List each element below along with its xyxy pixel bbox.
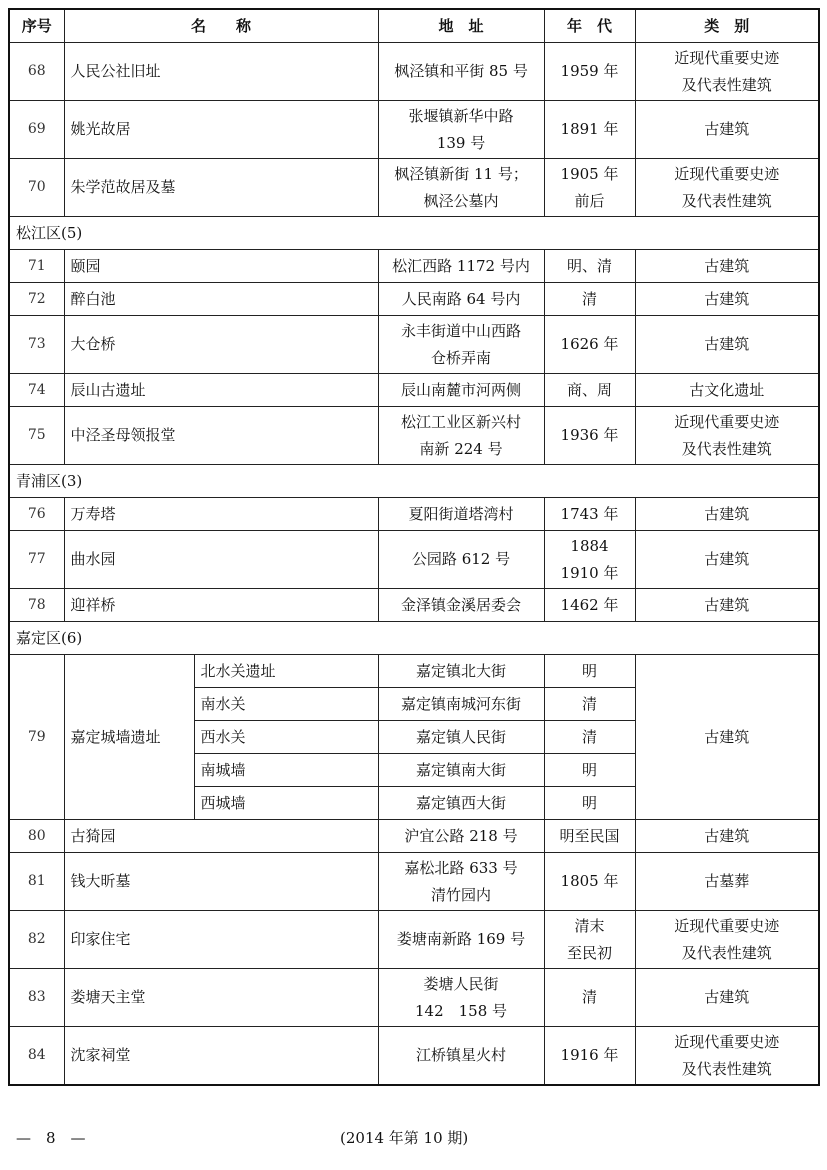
cell-line: 1626 年 <box>560 335 619 353</box>
era <box>544 407 635 465</box>
category: 古建筑 <box>635 655 819 820</box>
row-number: 71 <box>9 250 64 283</box>
address <box>378 374 544 407</box>
era <box>544 498 635 531</box>
table-row <box>9 655 819 688</box>
cell-line: 1462 年 <box>560 595 619 614</box>
address <box>378 101 544 159</box>
table-row <box>9 1027 819 1086</box>
cell-line: 清竹园内 <box>431 885 492 904</box>
table-row <box>9 316 819 374</box>
table-row <box>9 853 819 911</box>
sub-site-name: 南城墙 <box>194 754 378 787</box>
site-name: 嘉定城墙遗址 <box>64 655 194 820</box>
cell-line: 古建筑 <box>704 826 750 845</box>
site-name: 朱学范故居及墓 <box>64 159 378 217</box>
cell-line: 松江工业区新兴村 <box>401 412 522 431</box>
era <box>544 531 635 589</box>
row-number: 70 <box>9 159 64 217</box>
issue-label: (2014 年第 10 期) <box>340 1129 469 1147</box>
row-number: 81 <box>9 853 64 911</box>
cell-line: 1905 年 <box>560 164 619 183</box>
cell-line: 公园路 612 号 <box>411 550 511 568</box>
category <box>635 283 819 316</box>
category <box>635 853 819 911</box>
category <box>635 316 819 374</box>
era: 清 <box>544 721 635 754</box>
address <box>378 853 544 911</box>
cell-line: 古建筑 <box>704 120 750 138</box>
section-row <box>9 217 819 250</box>
cell-line: 枫泾镇新街 11 号； <box>394 164 528 183</box>
site-name: 人民公社旧址 <box>64 43 378 101</box>
address <box>378 911 544 969</box>
header-address: 地 址 <box>378 9 544 43</box>
sub-site-name: 北水关遗址 <box>194 655 378 688</box>
header-category: 类 别 <box>635 9 819 43</box>
address <box>378 283 544 316</box>
site-name: 大仓桥 <box>64 316 378 374</box>
address <box>378 43 544 101</box>
cell-line: 枫泾公墓内 <box>423 191 499 210</box>
era <box>544 1027 635 1086</box>
era <box>544 101 635 159</box>
cell-line: 古建筑 <box>704 595 750 614</box>
address <box>378 159 544 217</box>
cell-line: 永丰街道中山西路 <box>401 321 522 340</box>
cell-line: 南新 224 号 <box>419 439 503 458</box>
sub-site-name: 西城墙 <box>194 787 378 820</box>
cell-line: 古建筑 <box>704 256 750 275</box>
era <box>544 853 635 911</box>
cell-line: 古建筑 <box>704 335 750 353</box>
era: 明 <box>544 754 635 787</box>
category <box>635 911 819 969</box>
cell-line: 松汇西路 1172 号内 <box>392 256 530 275</box>
cell-line: 142 158 号 <box>415 1001 508 1020</box>
era <box>544 911 635 969</box>
category <box>635 589 819 622</box>
table-row <box>9 969 819 1027</box>
row-number: 68 <box>9 43 64 101</box>
cell-line: 江桥镇星火村 <box>416 1046 507 1064</box>
cell-line: 夏阳街道塔湾村 <box>408 504 514 523</box>
site-name: 辰山古遗址 <box>64 374 378 407</box>
address <box>378 969 544 1027</box>
cell-line: 及代表性建筑 <box>681 943 772 962</box>
category <box>635 820 819 853</box>
row-number: 79 <box>9 655 64 820</box>
table-row <box>9 498 819 531</box>
cell-line: 古建筑 <box>704 550 750 568</box>
site-name: 颐园 <box>64 250 378 283</box>
section-title: 嘉定区(6) <box>9 622 819 655</box>
cell-line: 1916 年 <box>560 1046 619 1064</box>
header-row <box>9 9 819 43</box>
address: 嘉定镇西大街 <box>378 787 544 820</box>
site-name: 姚光故居 <box>64 101 378 159</box>
era <box>544 316 635 374</box>
cell-line: 仓桥弄南 <box>431 348 492 367</box>
heritage-table <box>8 8 820 1086</box>
row-number: 75 <box>9 407 64 465</box>
cell-line: 1891 年 <box>560 120 619 138</box>
cell-line: 近现代重要史迹 <box>674 412 780 431</box>
header-no: 序号 <box>9 9 64 43</box>
cell-line: 明、清 <box>567 256 613 275</box>
cell-line: 辰山南麓市河两侧 <box>401 380 522 399</box>
site-name: 古猗园 <box>64 820 378 853</box>
address <box>378 1027 544 1086</box>
address <box>378 589 544 622</box>
category <box>635 498 819 531</box>
category <box>635 250 819 283</box>
address <box>378 820 544 853</box>
category <box>635 1027 819 1086</box>
site-name: 万寿塔 <box>64 498 378 531</box>
cell-line: 古墓葬 <box>704 872 750 890</box>
cell-line: 近现代重要史迹 <box>674 1032 780 1051</box>
table-row <box>9 911 819 969</box>
table-row <box>9 43 819 101</box>
cell-line: 1936 年 <box>560 426 619 444</box>
cell-line: 沪宜公路 218 号 <box>404 826 518 845</box>
address: 嘉定镇北大街 <box>378 655 544 688</box>
table-row <box>9 101 819 159</box>
cell-line: 至民初 <box>567 943 613 962</box>
row-number: 83 <box>9 969 64 1027</box>
cell-line: 明至民国 <box>559 826 620 845</box>
row-number: 73 <box>9 316 64 374</box>
site-name: 印家住宅 <box>64 911 378 969</box>
cell-line: 古建筑 <box>704 289 750 308</box>
table-row <box>9 407 819 465</box>
category <box>635 159 819 217</box>
table-row <box>9 589 819 622</box>
category <box>635 101 819 159</box>
cell-line: 近现代重要史迹 <box>674 48 780 67</box>
cell-line: 及代表性建筑 <box>681 439 772 458</box>
cell-line: 及代表性建筑 <box>681 75 772 94</box>
header-era: 年 代 <box>544 9 635 43</box>
sub-site-name: 西水关 <box>194 721 378 754</box>
cell-line: 张堰镇新华中路 <box>408 106 514 125</box>
era <box>544 283 635 316</box>
section-title: 青浦区(3) <box>9 465 819 498</box>
category <box>635 407 819 465</box>
row-number: 77 <box>9 531 64 589</box>
cell-line: 古文化遗址 <box>689 380 765 399</box>
cell-line: 清 <box>582 988 598 1006</box>
cell-line: 1910 年 <box>560 563 619 582</box>
category <box>635 969 819 1027</box>
category <box>635 43 819 101</box>
era: 清 <box>544 688 635 721</box>
era <box>544 374 635 407</box>
address: 嘉定镇人民街 <box>378 721 544 754</box>
site-name: 沈家祠堂 <box>64 1027 378 1086</box>
era: 明 <box>544 787 635 820</box>
site-name: 迎祥桥 <box>64 589 378 622</box>
cell-line: 1805 年 <box>560 872 619 890</box>
section-row <box>9 465 819 498</box>
era <box>544 589 635 622</box>
cell-line: 清 <box>582 289 598 308</box>
table-row <box>9 820 819 853</box>
cell-line: 古建筑 <box>704 504 750 523</box>
cell-line: 1959 年 <box>560 62 619 80</box>
site-name: 娄塘天主堂 <box>64 969 378 1027</box>
site-name: 醉白池 <box>64 283 378 316</box>
era <box>544 969 635 1027</box>
era <box>544 820 635 853</box>
cell-line: 嘉松北路 633 号 <box>404 858 518 877</box>
cell-line: 金泽镇金溪居委会 <box>401 595 522 614</box>
row-number: 80 <box>9 820 64 853</box>
cell-line: 139 号 <box>436 133 486 152</box>
table-row <box>9 531 819 589</box>
cell-line: 古建筑 <box>704 988 750 1006</box>
site-name: 曲水园 <box>64 531 378 589</box>
address: 嘉定镇南城河东街 <box>378 688 544 721</box>
site-name: 中泾圣母领报堂 <box>64 407 378 465</box>
era <box>544 250 635 283</box>
era: 明 <box>544 655 635 688</box>
cell-line: 商、周 <box>567 380 613 399</box>
row-number: 82 <box>9 911 64 969</box>
row-number: 69 <box>9 101 64 159</box>
address <box>378 250 544 283</box>
address: 嘉定镇南大街 <box>378 754 544 787</box>
row-number: 72 <box>9 283 64 316</box>
cell-line: 及代表性建筑 <box>681 1059 772 1078</box>
cell-line: 前后 <box>574 191 605 210</box>
category <box>635 374 819 407</box>
table-row <box>9 159 819 217</box>
era <box>544 43 635 101</box>
page-number: — 8 — <box>16 1129 86 1147</box>
row-number: 76 <box>9 498 64 531</box>
section-title: 松江区(5) <box>9 217 819 250</box>
era <box>544 159 635 217</box>
cell-line: 清末 <box>574 916 605 935</box>
table-row <box>9 250 819 283</box>
table-row <box>9 374 819 407</box>
category <box>635 531 819 589</box>
address <box>378 407 544 465</box>
address <box>378 316 544 374</box>
cell-line: 1884 <box>570 536 609 555</box>
address <box>378 498 544 531</box>
cell-line: 娄塘南新路 169 号 <box>396 930 526 948</box>
address <box>378 531 544 589</box>
cell-line: 人民南路 64 号内 <box>401 289 521 308</box>
section-row <box>9 622 819 655</box>
sub-site-name: 南水关 <box>194 688 378 721</box>
row-number: 84 <box>9 1027 64 1086</box>
cell-line: 娄塘人民街 <box>423 974 499 993</box>
cell-line: 及代表性建筑 <box>681 191 772 210</box>
cell-line: 1743 年 <box>560 504 619 523</box>
header-name: 名 称 <box>64 9 378 43</box>
cell-line: 近现代重要史迹 <box>674 916 780 935</box>
table-row <box>9 283 819 316</box>
row-number: 78 <box>9 589 64 622</box>
cell-line: 近现代重要史迹 <box>674 164 780 183</box>
row-number: 74 <box>9 374 64 407</box>
site-name: 钱大昕墓 <box>64 853 378 911</box>
cell-line: 枫泾镇和平街 85 号 <box>394 62 528 80</box>
